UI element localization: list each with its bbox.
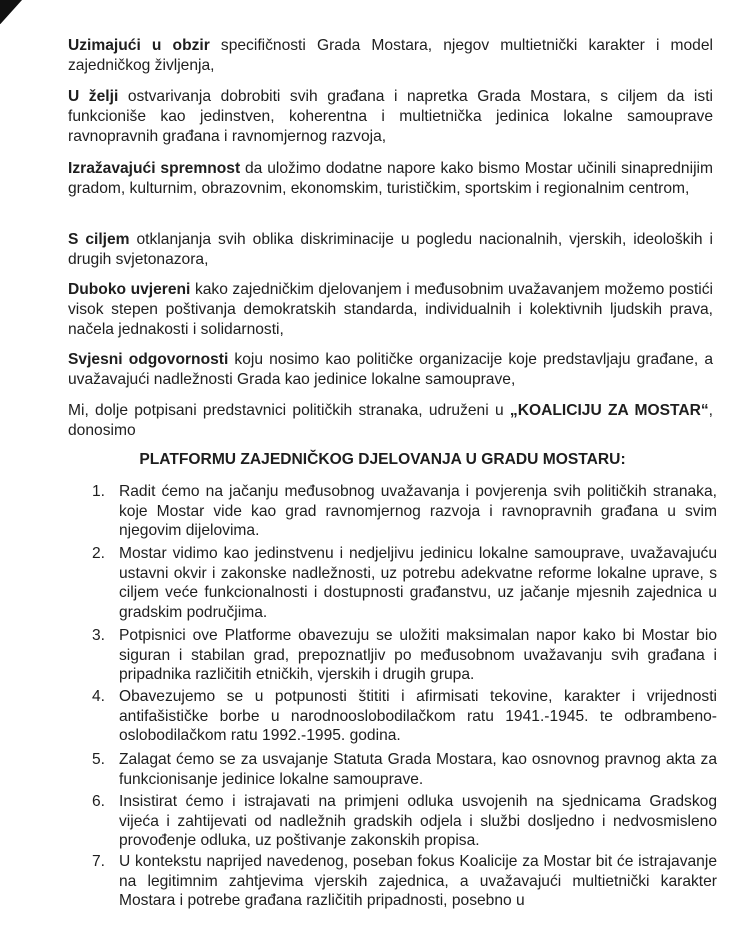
paragraph-text: da uložimo dodatne napore kako bismo Mostar učinili sinaprednijim gradom, kulturnim, obrazovnim, ekonomskim, turističkim, sportskim i regionalnim centrom, <box>68 160 713 197</box>
paragraph-text: ostvarivanja dobrobiti svih građana i napretka Grada Mostara, s ciljem da isti funkcioniše kao jedinstven, koherentna i multietnička jedinica lokalne samouprave ravnopravnih građana i ravnomjernog razvoja, <box>68 88 713 145</box>
preamble-paragraph-1 <box>68 36 713 76</box>
coalition-name: „KOALICIJU ZA MOSTAR“ <box>509 402 709 419</box>
paragraph-lead: Uzimajući u obzir <box>68 37 210 54</box>
item-number: 2. <box>92 545 106 562</box>
preamble-paragraph-3 <box>68 159 713 199</box>
item-number: 5. <box>92 751 106 768</box>
signatories-text: Mi, dolje potpisani predstavnici političkih stranaka, udruženi u <box>68 402 510 419</box>
paragraph-lead: U želji <box>68 88 119 105</box>
item-text: Radit ćemo na jačanju međusobnog uvažavanja i povjerenja svih političkih stranaka, koje Mostar vide kao grad ravnomjernog razvoja i ravnopravnih građana u svim njegovim dijelovima. <box>119 483 717 539</box>
scan-corner-mark <box>0 0 31 24</box>
paragraph-lead: Svjesni odgovornosti <box>68 351 229 368</box>
paragraph-text: otklanjanja svih oblika diskriminacije u pogledu nacionalnih, vjerskih, ideoloških i drugih svjetonazora, <box>68 231 713 268</box>
platform-heading: PLATFORMU ZAJEDNIČKOG DJELOVANJA U GRADU MOSTARU: <box>139 451 626 468</box>
item-text: Insistirat ćemo i istrajavati na primjeni odluka usvojenih na sjednicama Gradskog vijeća i zahtijevati od nadležnih gradskih odjela i službi dosljedno i nedvosmisleno provođenje odluka, uz poštivanje zakonskih propisa. <box>119 793 717 849</box>
preamble-paragraph-4 <box>68 230 713 270</box>
paragraph-lead: Duboko uvjereni <box>68 281 191 298</box>
preamble-paragraph-5 <box>68 280 713 340</box>
item-text: Mostar vidimo kao jedinstvenu i nedjeljivu jedinicu lokalne samouprave, uvažavajuću ustavni okvir i zakonske nadležnosti, uz potrebu adekvatne reforme lokalne uprave, s ciljem veće funkcionalnosti i dostupnosti građanstvu, uz jačanje mjesnih zajednica u gradskim područjima. <box>119 545 717 621</box>
item-number: 1. <box>92 483 106 500</box>
item-text: U kontekstu naprijed navedenog, poseban fokus Koalicije za Mostar bit će istrajavanje na legitimnim zahtjevima vjerskih zajednica, a uvažavajući multietnički karakter Mostara i potrebe građana različitih pripadnosti, posebno u <box>119 853 717 909</box>
paragraph-text: specifičnosti Grada Mostara, njegov multietnički karakter i model zajedničkog življenja, <box>68 37 713 74</box>
paragraph-lead: Izražavajući spremnost <box>68 160 241 177</box>
item-text: Potpisnici ove Platforme obavezuju se uložiti maksimalan napor kako bi Mostar bio siguran i stabilan grad, prepoznatljiv po međusobnom uvažavanju svih građana i pripadnika različitih etničkih, vjerskih i drugih grupa. <box>119 627 717 683</box>
item-number: 6. <box>92 793 106 810</box>
paragraph-lead: S ciljem <box>68 231 130 248</box>
item-number: 3. <box>92 627 106 644</box>
paragraph-text: koju nosimo kao političke organizacije koje predstavljaju građane, a uvažavajući nadležnosti Grada kao jedinice lokalne samouprave, <box>68 351 713 388</box>
item-number: 7. <box>92 853 106 870</box>
preamble-paragraph-2 <box>68 87 713 147</box>
paragraph-text: kako zajedničkim djelovanjem i međusobnim uvažavanjem možemo postići visok stepen poštivanja demokratskih standarda, individualnih i kolektivnih ljudskih prava, načela jednakosti i solidarnosti, <box>68 281 714 338</box>
signatories-text-end: , donosimo <box>68 402 714 439</box>
item-text: Obavezujemo se u potpunosti štititi i afirmisati tekovine, karakter i vrijednosti antifašističke borbe u narodnooslobodilačkom ratu 1941.-1945. te odbrambeno-oslobodilačkom ratu 1992.-1995. godina. <box>119 688 717 744</box>
item-text: Zalagat ćemo se za usvajanje Statuta Grada Mostara, kao osnovnog pravnog akta za funkcionisanje jedinice lokalne samouprave. <box>119 751 717 788</box>
preamble-paragraph-6 <box>68 350 713 390</box>
signatories-paragraph <box>68 401 713 441</box>
item-number: 4. <box>92 688 106 705</box>
